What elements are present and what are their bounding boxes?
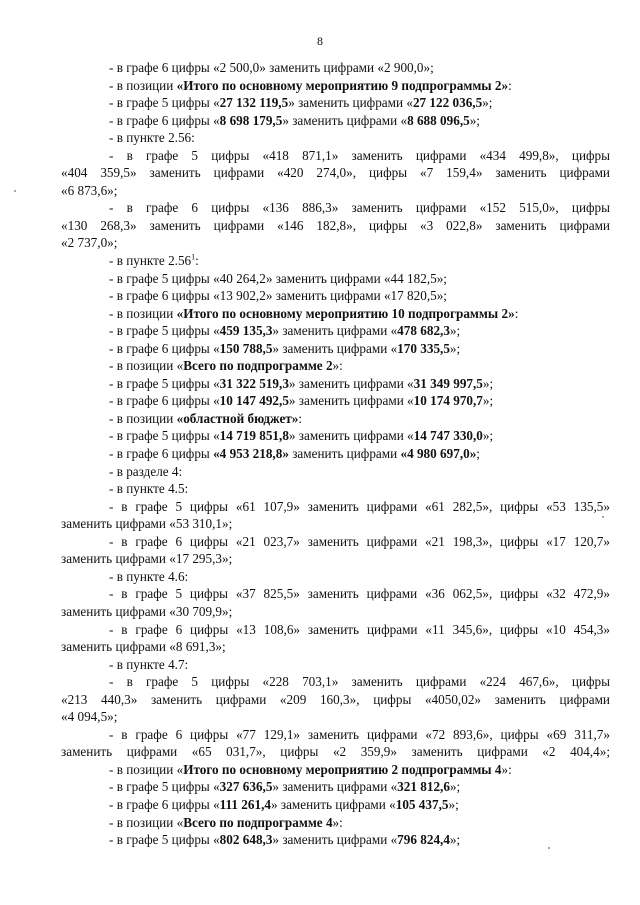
text-line [61, 340, 610, 358]
text-segment: - в графе 5 цифры «61 107,9» заменить цифрами «61 282,5», цифры «53 135,5» [109, 498, 610, 514]
bold-value: «областной бюджет» [176, 410, 299, 426]
text-segment: - в позиции [109, 410, 177, 426]
text-segment: »; [482, 428, 494, 444]
text-line [61, 638, 610, 656]
text-segment: - в пункте 4.5: [109, 481, 189, 497]
text-line [61, 287, 610, 305]
text-line [61, 357, 610, 375]
bold-value: 150 788,5 [219, 340, 273, 356]
text-line [61, 498, 610, 516]
text-line [61, 445, 610, 463]
text-segment: » заменить цифрами « [272, 340, 398, 356]
text-segment: »; [449, 323, 461, 339]
text-segment: »: [501, 761, 512, 777]
text-line [61, 480, 610, 498]
text-line [61, 252, 610, 270]
bold-value: 14 719 851,8 [219, 428, 289, 444]
bold-value: 27 122 036,5 [412, 95, 483, 111]
text-segment: » заменить цифрами « [272, 779, 398, 795]
text-segment: - в разделе 4: [109, 463, 183, 479]
bold-value: 478 682,3 [397, 323, 450, 339]
text-segment: - в графе 6 цифры « [109, 393, 220, 409]
text-segment: - в графе 5 цифры « [109, 323, 220, 339]
text-line [61, 726, 610, 744]
text-line [61, 708, 610, 726]
bold-value: 111 261,4 [219, 796, 271, 812]
text-line [61, 568, 610, 586]
footnote-superscript: 1 [191, 252, 196, 262]
text-segment: - в графе 6 цифры « [109, 796, 220, 812]
text-line [61, 427, 610, 445]
text-segment: » заменить цифрами « [288, 95, 413, 111]
text-segment: »; [482, 95, 493, 111]
bold-value: 10 147 492,5 [219, 393, 289, 409]
text-line [61, 217, 610, 235]
bold-value: 802 648,3 [219, 832, 273, 848]
text-segment: : [508, 77, 512, 93]
bold-value: 459 135,3 [219, 323, 273, 339]
bold-value: «Итого по основному мероприятию 9 подпрограммы 2» [176, 77, 509, 93]
text-line [61, 392, 610, 410]
text-segment: » заменить цифрами « [288, 393, 414, 409]
text-segment: - в пункте 2.56: [109, 130, 195, 146]
text-line [61, 322, 610, 340]
text-segment: - в графе 6 цифры « [109, 112, 220, 128]
bold-value: 105 437,5 [395, 796, 449, 812]
text-segment: - в графе 6 цифры «13 902,2» заменить цифрами «17 820,5»; [109, 288, 447, 304]
text-segment: заменить цифрами «30 709,9»; [61, 603, 233, 619]
text-line [61, 831, 610, 849]
text-line [61, 814, 610, 832]
bold-value: 327 636,5 [219, 779, 273, 795]
text-segment: - в графе 5 цифры «40 264,2» заменить цифрами «44 182,5»; [109, 270, 447, 286]
text-segment: »; [449, 779, 461, 795]
text-segment: «404 359,5» заменить цифрами «420 274,0», цифры «7 159,4» заменить цифрами [61, 165, 610, 181]
text-line [61, 796, 610, 814]
bold-value: «4 980 697,0» [400, 446, 477, 462]
bold-value: 321 812,6 [397, 779, 450, 795]
text-segment: - в пункте 4.6: [109, 568, 189, 584]
text-segment: - в графе 6 цифры «136 886,3» заменить цифрами «152 515,0», цифры [109, 200, 610, 216]
text-line [61, 691, 610, 709]
text-line [61, 234, 610, 252]
text-segment: - в позиции [109, 77, 177, 93]
text-segment: заменить цифрами «65 031,7», цифры «2 359,9» заменить цифрами «2 404,4»; [61, 744, 610, 760]
bold-value: 170 335,5 [397, 340, 450, 356]
text-segment: - в графе 6 цифры «77 129,1» заменить цифрами «72 893,6», цифры «69 311,7» [109, 726, 610, 742]
text-segment: : [514, 305, 519, 321]
text-segment: - в графе 5 цифры « [109, 428, 220, 444]
text-segment: заменить цифрами «53 310,1»; [61, 516, 233, 532]
text-segment: » заменить цифрами « [282, 112, 408, 128]
text-segment: - в пункте 2.56 [109, 253, 192, 269]
text-segment: - в графе 6 цифры « [109, 340, 220, 356]
text-line [61, 305, 610, 323]
text-segment: »; [469, 112, 480, 128]
text-segment: »: [332, 358, 343, 374]
text-segment: «130 268,3» заменить цифрами «146 182,8», цифры «3 022,8» заменить цифрами [61, 217, 610, 233]
text-line [61, 515, 610, 533]
text-line [61, 585, 610, 603]
text-line [61, 673, 610, 691]
bold-value: 8 698 179,5 [219, 112, 283, 128]
text-line [61, 182, 610, 200]
text-line [61, 656, 610, 674]
bold-value: «Итого по основному мероприятию 10 подпрограммы 2» [176, 305, 515, 321]
text-segment: »; [448, 796, 459, 812]
text-segment: - в графе 5 цифры «228 703,1» заменить цифрами «224 467,6», цифры [109, 674, 610, 690]
bold-value: 31 322 519,3 [219, 375, 289, 391]
text-line [61, 112, 610, 130]
text-line [61, 94, 610, 112]
text-segment: заменить цифрами [288, 446, 401, 462]
text-line [61, 410, 610, 428]
text-segment: - в позиции [109, 305, 177, 321]
text-segment: - в графе 5 цифры « [109, 832, 220, 848]
text-segment: » заменить цифрами « [272, 323, 398, 339]
bold-value: 8 688 096,5 [407, 112, 470, 128]
bold-value: Всего по подпрограмме 2 [183, 358, 333, 374]
text-line [61, 375, 610, 393]
text-segment: »; [482, 393, 494, 409]
text-line [61, 621, 610, 639]
text-segment: » заменить цифрами « [272, 832, 398, 848]
text-line [61, 270, 610, 288]
text-segment: - в пункте 4.7: [109, 656, 189, 672]
text-segment: - в графе 6 цифры «21 023,7» заменить цифрами «21 198,3», цифры «17 120,7» [109, 533, 610, 549]
amendment-text [61, 59, 610, 849]
text-line [61, 761, 610, 779]
text-segment: - в графе 5 цифры « [109, 95, 220, 111]
scan-speck [14, 190, 16, 192]
text-line [61, 129, 610, 147]
bold-value: Итого по основному мероприятию 2 подпрограммы 4 [183, 761, 502, 777]
text-segment: «6 873,6»; [61, 182, 118, 198]
text-segment: «2 737,0»; [61, 235, 118, 251]
text-line [61, 164, 610, 182]
text-segment: » заменить цифрами « [288, 375, 414, 391]
text-segment: » заменить цифрами « [288, 428, 414, 444]
text-segment: - в графе 5 цифры «418 871,1» заменить цифрами «434 499,8», цифры [109, 147, 610, 163]
text-segment: » заменить цифрами « [270, 796, 396, 812]
text-segment: : [298, 410, 303, 426]
text-line [61, 199, 610, 217]
text-line [61, 59, 610, 77]
text-line [61, 533, 610, 551]
text-segment: »: [332, 814, 343, 830]
text-line [61, 77, 610, 95]
text-segment: - в графе 5 цифры «37 825,5» заменить цифрами «36 062,5», цифры «32 472,9» [109, 586, 610, 602]
text-segment: »; [449, 340, 461, 356]
text-segment: «213 440,3» заменить цифрами «209 160,3», цифры «4050,02» заменить цифрами [61, 691, 610, 707]
text-segment: «4 094,5»; [61, 709, 118, 725]
text-line [61, 463, 610, 481]
scan-speck [548, 847, 550, 849]
bold-value: 10 174 970,7 [413, 393, 483, 409]
bold-value: «4 953 218,8» [213, 446, 289, 462]
text-segment: - в графе 6 цифры «13 108,6» заменить цифрами «11 345,6», цифры «10 454,3» [109, 621, 610, 637]
bold-value: 31 349 997,5 [413, 375, 483, 391]
text-segment: - в графе 5 цифры « [109, 779, 220, 795]
page-number: 8 [317, 34, 323, 48]
text-line [61, 778, 610, 796]
text-line [61, 603, 610, 621]
scan-speck [602, 516, 604, 518]
text-segment: - в позиции « [109, 814, 184, 830]
text-line [61, 743, 610, 761]
bold-value: Всего по подпрограмме 4 [183, 814, 333, 830]
text-segment: - в графе 6 цифры «2 500,0» заменить цифрами «2 900,0»; [109, 60, 434, 75]
text-segment: »; [449, 832, 461, 848]
bold-value: 796 824,4 [397, 832, 450, 848]
text-segment: - в позиции « [109, 358, 184, 374]
text-segment: заменить цифрами «8 691,3»; [61, 639, 226, 655]
text-line [61, 147, 610, 165]
text-segment: »; [482, 375, 494, 391]
text-segment: - в графе 6 цифры [109, 446, 214, 462]
text-segment: - в позиции « [109, 761, 184, 777]
text-line [61, 550, 610, 568]
bold-value: 27 132 119,5 [219, 95, 289, 111]
text-segment: заменить цифрами «17 295,3»; [61, 551, 233, 567]
text-segment: : [195, 253, 199, 269]
text-segment: - в графе 5 цифры « [109, 375, 220, 391]
text-segment: ; [476, 446, 480, 462]
bold-value: 14 747 330,0 [413, 428, 483, 444]
